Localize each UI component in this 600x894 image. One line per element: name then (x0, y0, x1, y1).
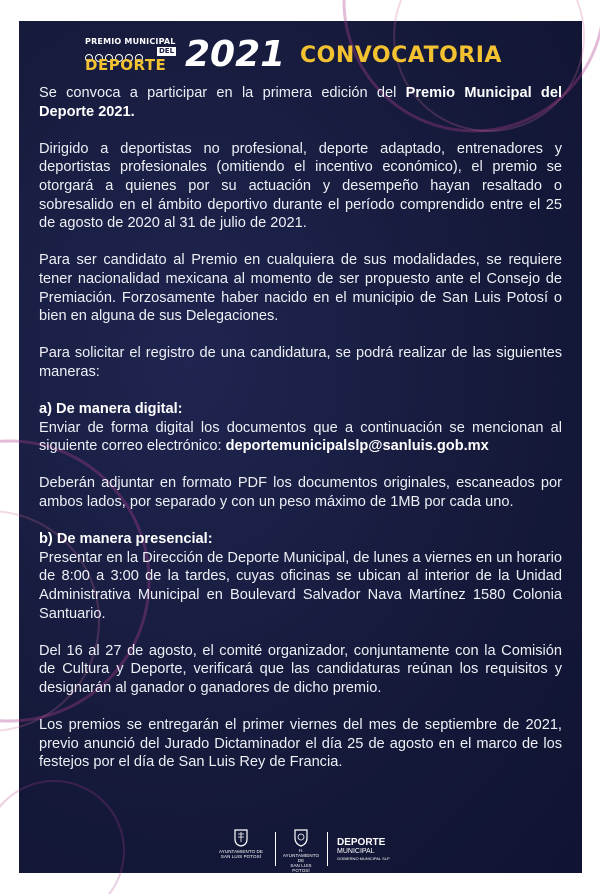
logo1-line1: AYUNTAMIENTO DE (218, 849, 263, 854)
h-ayuntamiento-logo (281, 829, 321, 878)
section-digital-heading: a) De manera digital: (39, 401, 183, 418)
paragraph-pdf: Deberán adjuntar en formato PDF los documentos originales, escaneados por ambos lados, por separado y con un peso máximo de 1MB por cada uno. (39, 475, 562, 511)
logo2-line2: SAN LUIS POTOSÍ (290, 863, 312, 873)
coat-of-arms-icon (234, 829, 248, 847)
paragraph-eligibility: Dirigido a deportistas no profesional, deporte adaptado, entrenadores y deportistas profesionales (omitiendo el incentivo económico), el premio se otorgará a quienes por su actuación y desempeño hayan resaltado o sobresalido en el ámbito deportivo durante el período comprendido entre el 25 de agosto de 2020 al 31 de julio de 2021. (39, 140, 562, 232)
intro-text: Se convoca a participar en la primera edición del (39, 85, 406, 101)
announcement-body (39, 84, 562, 791)
logo1-line2: SAN LUIS POTOSÍ (220, 854, 262, 859)
ayuntamiento-logo (212, 829, 270, 869)
paragraph-awards: Los premios se entregarán el primer viernes del mes de septiembre de 2021, previo anunció del Jurado Dictaminador el día 25 de agosto en el marco de los festejos por el día de San Luis Rey de Francia. (39, 717, 562, 771)
paragraph-intro (39, 84, 562, 121)
logo3-tiny: GOBIERNO MUNICIPAL SLP (337, 856, 390, 861)
logo-line1: PREMIO MUNICIPAL (85, 37, 176, 46)
logo3-title: DEPORTE (337, 837, 386, 848)
logo-line3: DEPORTE (85, 56, 167, 74)
paragraph-committee: Del 16 al 27 de agosto, el comité organizador, conjuntamente con la Comisión de Cultura y Deporte, verificará que las candidaturas reúnan los requisitos y designarán al ganador o ganadores de dicho premio. (39, 642, 562, 696)
deporte-municipal-logo (337, 829, 407, 869)
premio-logo (85, 37, 177, 75)
page-title: CONVOCATORIA (300, 43, 502, 68)
logo2-line1: H. AYUNTAMIENTO DE (282, 848, 320, 863)
paragraph-registration: Para solicitar el registro de una candidatura, se podrá realizar de las siguientes maneras: (39, 345, 562, 380)
section-presencial-heading: b) De manera presencial: (39, 531, 213, 548)
footer-divider (275, 832, 276, 866)
poster (19, 21, 582, 878)
shield-icon (293, 829, 309, 847)
footer-logos (19, 829, 582, 878)
intro-bold: Premio Municipal del Deporte 2021. (39, 85, 562, 120)
email-link[interactable]: deportemunicipalslp@sanluis.gob.mx (225, 438, 489, 455)
logo2-line3: 2021-2024 (289, 873, 313, 878)
section-presencial-text: Presentar en la Dirección de Deporte Municipal, de lunes a viernes en un horario de 8:00 a 3:00 de la tardes, cuyas oficinas se ubican al interior de la Unidad Administrativa Municipal en Boulevard Salvador Nava Martínez 1580 Colonia Santuario. (39, 549, 562, 622)
logo3-subtitle: MUNICIPAL (337, 848, 375, 855)
year-title: 2021 (185, 34, 286, 75)
section-digital (39, 400, 562, 456)
footer-divider (327, 832, 328, 866)
section-digital-text: Enviar de forma digital los documentos que a continuación se mencionan al siguiente correo electrónico: (39, 419, 562, 455)
paragraph-requirements: Para ser candidato al Premio en cualquiera de sus modalidades, se requiere tener nacionalidad mexicana al momento de ser propuesto ante el Consejo de Premiación. Forzosamente haber nacido en el municipio de San Luis Potosí o bien en alguna de sus Delegaciones. (39, 252, 562, 325)
logo-del: DEL (159, 47, 175, 55)
section-presencial (39, 530, 562, 623)
